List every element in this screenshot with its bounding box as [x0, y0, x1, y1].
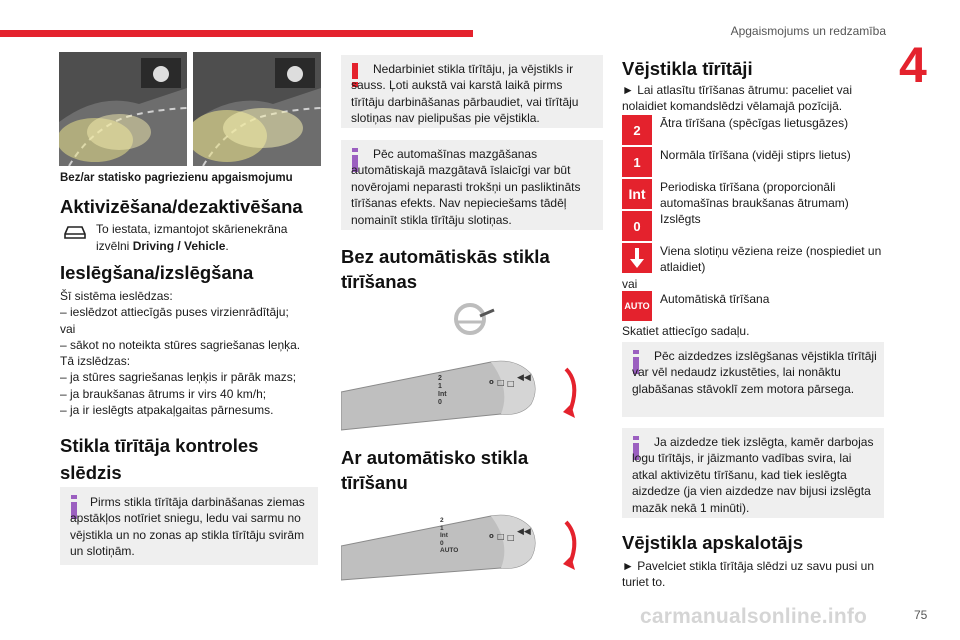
text-line: – ja ir ieslēgts atpakaļgaitas pārnesums. — [60, 403, 274, 418]
car-icon — [62, 222, 88, 247]
stalk-marks — [438, 375, 447, 407]
stalk-mark: 1 — [438, 383, 442, 390]
svg-text:◀◀: ◀◀ — [517, 373, 531, 383]
wiper-stalk-auto-illustration — [341, 500, 591, 590]
speed-2-icon: 2 — [622, 115, 652, 145]
washer-text: ► Pavelciet stikla tīrītāja slēdzi uz savu pusi un turiet to. — [622, 559, 874, 590]
wiper-control-heading: Stikla tīrītāja kontroles slēdzis — [60, 435, 259, 483]
info-note-ignition — [622, 428, 884, 518]
warning-note-text: Nedarbiniet stikla tīrītāju, ja vējstikls ir sauss. Ļoti aukstā vai karstā laikā pirms tīrītāju darbināšanas pārbaudiet, vai tīrītāju slotiņas nav pielipušas pie vējstikla. — [351, 62, 579, 126]
single-wipe-down-arrow-icon — [622, 243, 652, 273]
wiper-stalk-illustration — [341, 344, 591, 439]
intermittent-icon: Int — [622, 179, 652, 209]
washer-heading: Vējstikla apskalotājs — [622, 532, 803, 553]
auto-wipe-label: Automātiskā tīrīšana — [660, 292, 770, 306]
info-note-parking — [622, 342, 884, 417]
info-note-text: Ja aizdedze tiek izslēgta, kamēr darbojas logu tīrītājs, ir jāizmanto vadības svira, lai atkal aktivizētu tīrīšanu, kad tiek ieslēgta aizdedze (ja vien aizdedze nav bijusi izslēgta mazāk nekā 1 minūti). — [632, 435, 874, 515]
stalk-mark: Int — [440, 532, 448, 539]
stalk-marks-auto — [440, 517, 458, 555]
off-icon: 0 — [622, 211, 652, 241]
text-line: Tā izslēdzas: — [60, 354, 131, 369]
wiper-positions — [622, 115, 884, 290]
svg-text:□: □ — [507, 379, 515, 388]
stalk-mark: Int — [438, 391, 447, 398]
activation-heading: Aktivizēšana/dezaktivēšana — [60, 196, 303, 217]
position-label: Viena slotiņu vēziena reize (nospiediet un atlaidiet) — [660, 244, 882, 275]
stalk-mark: 2 — [440, 517, 444, 524]
wipers-heading: Vējstikla tīrītāji — [622, 58, 753, 79]
info-note-carwash — [341, 140, 603, 230]
on-off-text — [60, 288, 322, 418]
svg-text:◀◀: ◀◀ — [517, 527, 531, 537]
svg-text:o: o — [489, 532, 494, 540]
photo-caption: Bez/ar statisko pagriezienu apgaismojumu — [60, 172, 293, 184]
text-line: – ja braukšanas ātrums ir virs 40 km/h; — [60, 386, 267, 401]
chapter-number: 4 — [899, 37, 927, 93]
header-accent-bar — [0, 30, 473, 37]
position-label: Normāla tīrīšana (vidēji stiprs lietus) — [660, 148, 851, 162]
speed-1-icon: 1 — [622, 147, 652, 177]
info-note-text: Pēc automašīnas mazgāšanas automātiskajā mazgātavā īslaicīgi var būt novērojami neparasti trokšņi un pasliktināts tīrīšanas efekts. Nav nepieciešams tādēļ nomainīt stikla tīrītāju slotiņas. — [351, 147, 581, 227]
stalk-mark: AUTO — [440, 547, 459, 554]
info-note-text: Pēc aizdedzes izslēgšanas vējstikla tīrītāji var vēl nedaudz izkustēties, lai nonāktu glabāšanas stāvoklī zem motora pārsega. — [632, 349, 877, 396]
text-line: Šī sistēma ieslēdzas: — [60, 289, 173, 303]
activation-text: To iestata, izmantojot skārienekrāna izvēlni Driving / Vehicle. — [96, 222, 288, 253]
wipers-intro: ► Lai atlasītu tīrīšanas ātrumu: paceliet vai nolaidiet komandslēdzi vēlamajā pozīcijā. — [622, 83, 852, 114]
section-title: Apgaismojums un redzamība — [730, 24, 886, 38]
steering-wheel-icon — [452, 300, 496, 343]
headlight-photo-with — [193, 52, 321, 166]
svg-text:□: □ — [497, 378, 505, 387]
auto-wipe-icon: AUTO — [622, 291, 652, 321]
text-line: – ja stūres sagriešanas leņķis ir pārāk mazs; — [60, 370, 297, 385]
svg-text:□: □ — [497, 532, 505, 541]
info-note-winter — [60, 487, 318, 565]
stalk-mark: 2 — [438, 375, 442, 382]
position-label: Ātra tīrīšana (spēcīgas lietusgāzes) — [660, 116, 849, 130]
stalk-mark: 0 — [440, 539, 444, 547]
svg-text:□: □ — [507, 533, 515, 542]
page-number: 75 — [914, 608, 928, 622]
or-label: vai — [622, 277, 638, 291]
svg-text:o: o — [489, 378, 494, 386]
stalk-mark: 0 — [438, 399, 442, 406]
info-note-text: Pirms stikla tīrītāja darbināšanas ziemas apstākļos notīriet sniegu, ledu vai sarmu no vējstikla un no zonas ap stikla tīrītāju svirām un slotiņām. — [70, 495, 305, 559]
see-section-text: Skatiet attiecīgo sadaļu. — [622, 324, 750, 338]
text-line: – sākot no noteikta stūres sagriešanas leņķa. — [60, 337, 301, 352]
no-auto-wipe-heading: Bez automātiskās stikla tīrīšanas — [341, 246, 550, 292]
position-label: Izslēgts — [660, 212, 701, 226]
warning-note — [341, 55, 603, 128]
text-line: vai — [60, 321, 76, 336]
watermark: carmanualsonline.info — [640, 605, 868, 628]
position-label: Periodiska tīrīšana (proporcionāli automašīnas braukšanas ātrumam) — [660, 180, 849, 211]
headlight-photo-without — [59, 52, 187, 166]
on-off-heading: Ieslēgšana/izslēgšana — [60, 262, 254, 283]
stalk-mark: 1 — [440, 524, 444, 532]
text-line: – ieslēdzot attiecīgās puses virzienrādītāju; — [60, 305, 289, 320]
auto-wipe-heading: Ar automātisko stikla tīrīšanu — [341, 447, 529, 493]
